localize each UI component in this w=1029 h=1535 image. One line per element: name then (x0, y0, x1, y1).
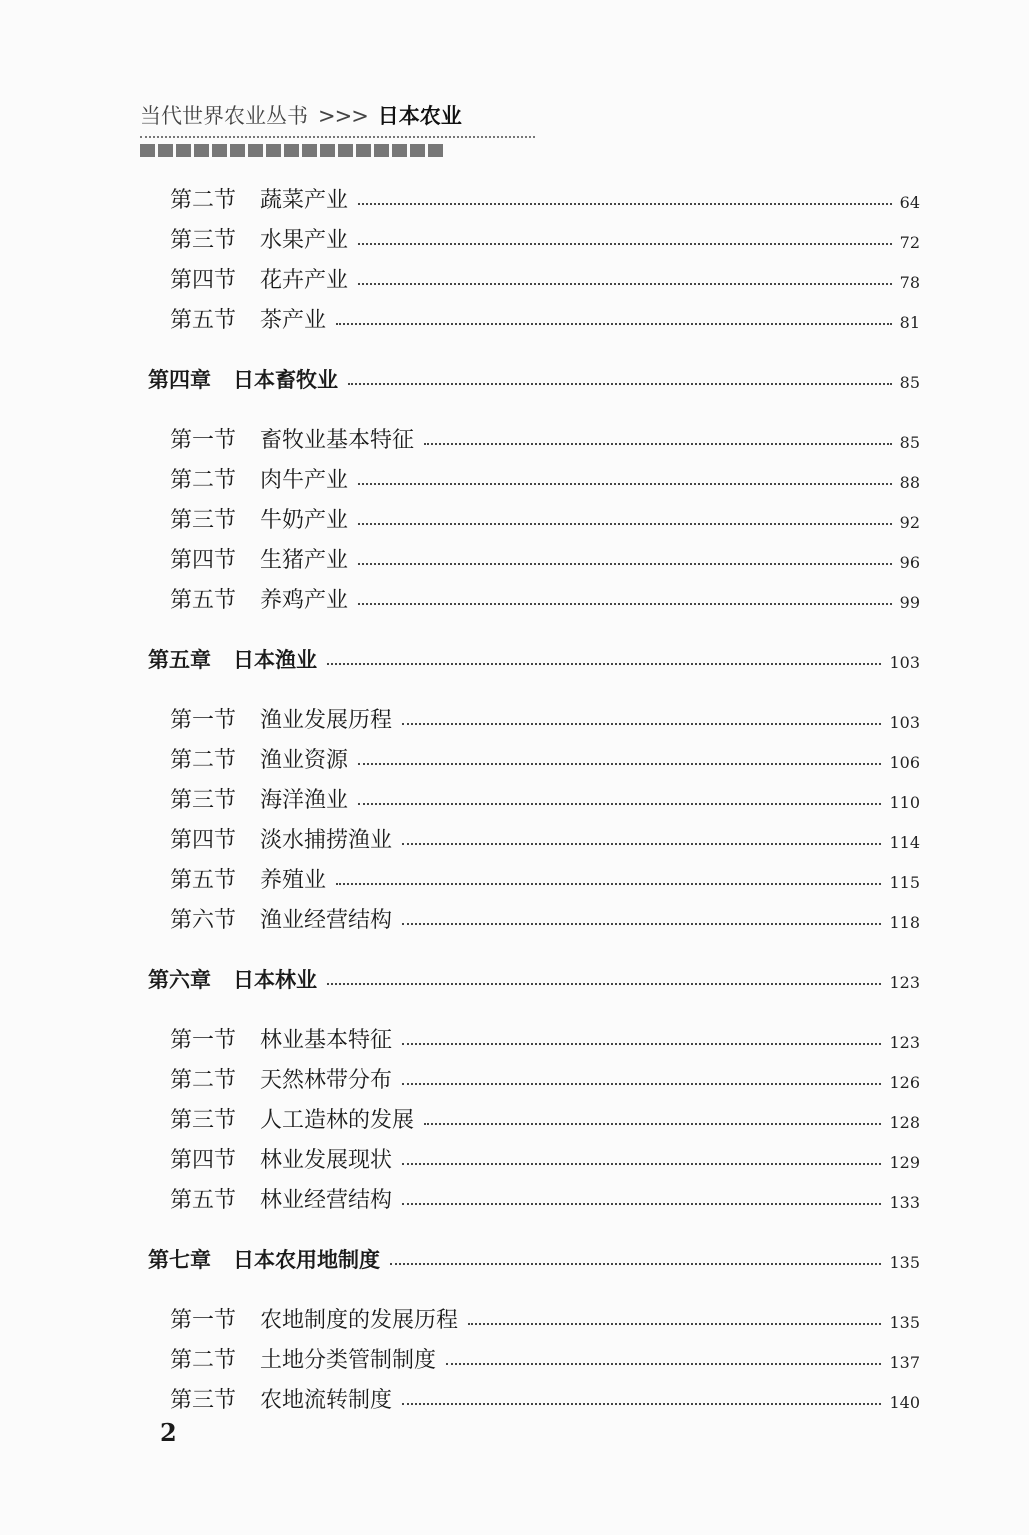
toc-title: 日本林业 (233, 968, 317, 992)
toc-title: 林业基本特征 (260, 1028, 393, 1053)
toc-number: 第二节 (170, 1348, 237, 1373)
toc-number: 第二节 (170, 1068, 237, 1093)
toc-title: 养鸡产业 (260, 588, 349, 613)
toc-title: 畜牧业基本特征 (260, 428, 415, 453)
leader-dots (358, 802, 881, 805)
toc-number: 第五节 (170, 868, 237, 893)
leader-dots (358, 762, 881, 765)
leader-dots (402, 922, 881, 925)
toc-chapter-row (148, 638, 920, 674)
leader-dots (402, 1202, 881, 1205)
leader-dots (468, 1322, 881, 1325)
toc-title: 花卉产业 (260, 268, 349, 293)
toc-section-row (170, 498, 920, 534)
toc-number: 第四节 (170, 1148, 237, 1173)
toc-number: 第六章 (148, 968, 211, 992)
toc-section-row (170, 1098, 920, 1134)
toc-section-row (170, 818, 920, 854)
toc-chapter-row (148, 358, 920, 394)
toc-number: 第五章 (148, 648, 211, 672)
toc-number: 第四章 (148, 368, 211, 392)
toc-section-row (170, 1378, 920, 1414)
toc-page-number: 118 (889, 913, 920, 932)
toc-section-row (170, 1058, 920, 1094)
leader-dots (402, 842, 881, 845)
book-title: 日本农业 (377, 104, 462, 128)
toc-number: 第二节 (170, 748, 237, 773)
header-line (140, 100, 535, 138)
page-number: 2 (160, 1418, 177, 1447)
toc-number: 第三节 (170, 228, 237, 253)
toc-page-number: 128 (889, 1113, 920, 1132)
toc-page-number: 64 (899, 193, 920, 212)
toc-title: 农地流转制度 (260, 1388, 393, 1413)
toc-number: 第一节 (170, 708, 237, 733)
toc-section-row (170, 538, 920, 574)
toc-number: 第三节 (170, 788, 237, 813)
toc-title: 林业经营结构 (260, 1188, 393, 1213)
toc-page-number: 88 (899, 473, 920, 492)
leader-dots (358, 202, 892, 205)
toc-section-row (170, 1338, 920, 1374)
toc-page-number: 115 (889, 873, 920, 892)
toc-number: 第四节 (170, 828, 237, 853)
leader-dots (390, 1262, 881, 1265)
leader-dots (402, 1042, 881, 1045)
toc-section-row (170, 858, 920, 894)
toc-section-row (170, 218, 920, 254)
toc-title: 茶产业 (260, 308, 327, 333)
toc-title: 土地分类管制制度 (260, 1348, 437, 1373)
leader-dots (402, 722, 881, 725)
toc-title: 渔业发展历程 (260, 708, 393, 733)
toc-number: 第五节 (170, 588, 237, 613)
toc-section-row (170, 1178, 920, 1214)
toc-page-number: 96 (899, 553, 920, 572)
running-header (140, 100, 540, 157)
toc-title: 日本渔业 (233, 648, 317, 672)
toc-number: 第三节 (170, 508, 237, 533)
toc-section-row (170, 738, 920, 774)
toc-number: 第四节 (170, 548, 237, 573)
toc-section-row (170, 1138, 920, 1174)
toc-number: 第五节 (170, 1188, 237, 1213)
leader-dots (358, 482, 892, 485)
toc-section-row (170, 1018, 920, 1054)
toc-title: 人工造林的发展 (260, 1108, 415, 1133)
toc-title: 海洋渔业 (260, 788, 349, 813)
toc-number: 第一节 (170, 1028, 237, 1053)
toc-section-row (170, 298, 920, 334)
toc-title: 蔬菜产业 (260, 188, 349, 213)
toc-section-row (170, 578, 920, 614)
header-decoration (140, 144, 540, 157)
toc-number: 第六节 (170, 908, 237, 933)
toc-section-row (170, 898, 920, 934)
leader-dots (358, 242, 892, 245)
toc-title: 淡水捕捞渔业 (260, 828, 393, 853)
toc-number: 第二节 (170, 188, 237, 213)
toc-number: 第五节 (170, 308, 237, 333)
toc-section-row (170, 1298, 920, 1334)
leader-dots (358, 602, 892, 605)
leader-dots (358, 282, 892, 285)
toc-title: 水果产业 (260, 228, 349, 253)
toc-page-number: 129 (889, 1153, 920, 1172)
leader-dots (327, 662, 881, 665)
toc-title: 养殖业 (260, 868, 327, 893)
toc-number: 第七章 (148, 1248, 211, 1272)
leader-dots (402, 1162, 881, 1165)
toc-page-number: 114 (889, 833, 920, 852)
toc-title: 农地制度的发展历程 (260, 1308, 459, 1333)
toc-title: 生猪产业 (260, 548, 349, 573)
toc-page-number: 123 (889, 973, 920, 992)
series-title: 当代世界农业丛书 (140, 104, 308, 128)
toc-page-number: 72 (899, 233, 920, 252)
toc-title: 日本畜牧业 (233, 368, 338, 392)
toc-page-number: 106 (889, 753, 920, 772)
toc-page-number: 110 (889, 793, 920, 812)
leader-dots (424, 1122, 881, 1125)
toc-page-number: 123 (889, 1033, 920, 1052)
toc-page-number: 133 (889, 1193, 920, 1212)
toc-title: 牛奶产业 (260, 508, 349, 533)
toc-page-number: 135 (889, 1253, 920, 1272)
header-arrows: >>> (318, 104, 368, 128)
toc-section-row (170, 418, 920, 454)
toc-section-row (170, 778, 920, 814)
toc-page-number: 137 (889, 1353, 920, 1372)
toc-title: 肉牛产业 (260, 468, 349, 493)
toc-number: 第二节 (170, 468, 237, 493)
toc-title: 渔业资源 (260, 748, 349, 773)
toc-page-number: 135 (889, 1313, 920, 1332)
toc-page-number: 99 (899, 593, 920, 612)
toc-page-number: 85 (899, 373, 920, 392)
leader-dots (336, 322, 892, 325)
toc-section-row (170, 178, 920, 214)
toc-page-number: 85 (899, 433, 920, 452)
toc-page-number: 126 (889, 1073, 920, 1092)
toc-page-number: 81 (899, 313, 920, 332)
leader-dots (358, 562, 892, 565)
toc-chapter-row (148, 1238, 920, 1274)
leader-dots (327, 982, 881, 985)
toc-title: 日本农用地制度 (233, 1248, 380, 1272)
toc-title: 天然林带分布 (260, 1068, 393, 1093)
toc-section-row (170, 458, 920, 494)
leader-dots (402, 1402, 881, 1405)
toc-chapter-row (148, 958, 920, 994)
toc-number: 第一节 (170, 428, 237, 453)
toc-section-row (170, 258, 920, 294)
leader-dots (336, 882, 881, 885)
leader-dots (424, 442, 892, 445)
leader-dots (446, 1362, 881, 1365)
toc-number: 第一节 (170, 1308, 237, 1333)
toc-page-number: 103 (889, 713, 920, 732)
toc-page-number: 140 (889, 1393, 920, 1412)
leader-dots (348, 382, 892, 385)
toc-page-number: 103 (889, 653, 920, 672)
toc-section-row (170, 698, 920, 734)
toc-number: 第三节 (170, 1108, 237, 1133)
leader-dots (402, 1082, 881, 1085)
toc-page-number: 78 (899, 273, 920, 292)
leader-dots (358, 522, 892, 525)
toc-number: 第四节 (170, 268, 237, 293)
toc-number: 第三节 (170, 1388, 237, 1413)
toc-page-number: 92 (899, 513, 920, 532)
toc-title: 林业发展现状 (260, 1148, 393, 1173)
toc-title: 渔业经营结构 (260, 908, 393, 933)
